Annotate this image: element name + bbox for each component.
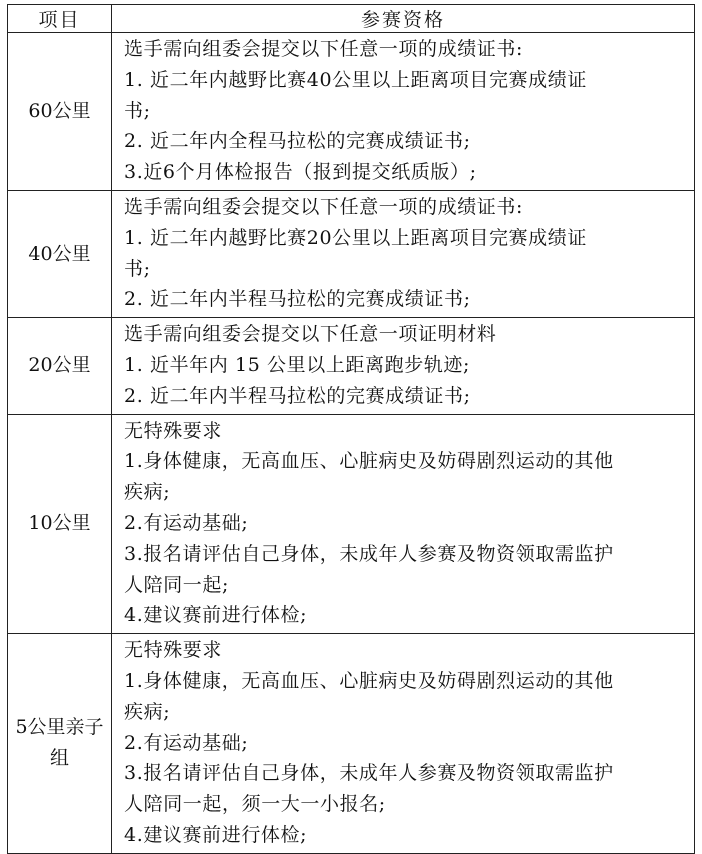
row-qualification bbox=[112, 634, 695, 854]
qualification-line: 1.身体健康，无高血压、心脏病史及妨碍剧烈运动的其他 bbox=[124, 669, 614, 692]
row-item-label: 10公里 bbox=[8, 414, 112, 634]
qualification-line: 4.建议赛前进行体检; bbox=[124, 823, 308, 846]
qualification-line: 无特殊要求 bbox=[124, 419, 223, 442]
row-qualification bbox=[112, 318, 695, 414]
row-item-label: 60公里 bbox=[8, 33, 112, 191]
table-row bbox=[8, 190, 695, 317]
header-row bbox=[8, 5, 695, 33]
qualification-line: 书; bbox=[124, 257, 151, 280]
row-qualification bbox=[112, 33, 695, 191]
table-row bbox=[8, 33, 695, 191]
row-qualification bbox=[112, 414, 695, 634]
qualification-line: 人陪同一起; bbox=[124, 573, 230, 596]
qualification-line: 2.有运动基础; bbox=[124, 511, 249, 534]
table-row bbox=[8, 634, 695, 854]
table-row bbox=[8, 318, 695, 414]
qualification-line: 选手需向组委会提交以下任意一项的成绩证书: bbox=[124, 195, 524, 218]
qualification-line: 2. 近二年内半程马拉松的完赛成绩证书; bbox=[124, 288, 471, 311]
qualification-line: 3.近6个月体检报告（报到提交纸质版）; bbox=[124, 161, 477, 184]
qualification-line: 书; bbox=[124, 99, 151, 122]
header-qualification: 参赛资格 bbox=[112, 5, 695, 33]
table-row bbox=[8, 414, 695, 634]
qualification-line: 选手需向组委会提交以下任意一项的成绩证书: bbox=[124, 38, 524, 60]
qualification-line: 4.建议赛前进行体检; bbox=[124, 604, 308, 627]
qualification-line: 2. 近二年内全程马拉松的完赛成绩证书; bbox=[124, 130, 471, 153]
qualification-line: 1. 近二年内越野比赛20公里以上距离项目完赛成绩证 bbox=[124, 226, 587, 249]
qualification-line: 3.报名请评估自己身体，未成年人参赛及物资领取需监护 bbox=[124, 762, 614, 785]
qualification-table bbox=[7, 4, 695, 854]
qualification-line: 1. 近半年内 15 公里以上距离跑步轨迹; bbox=[124, 353, 471, 376]
qualification-line: 1. 近二年内越野比赛40公里以上距离项目完赛成绩证 bbox=[124, 68, 587, 91]
qualification-line: 无特殊要求 bbox=[124, 639, 223, 662]
row-item-label: 40公里 bbox=[8, 190, 112, 317]
header-item: 项目 bbox=[8, 5, 112, 33]
row-item-label: 5公里亲子组 bbox=[8, 634, 112, 854]
qualification-line: 人陪同一起，须一大一小报名; bbox=[124, 793, 386, 816]
qualification-line: 3.报名请评估自己身体，未成年人参赛及物资领取需监护 bbox=[124, 542, 614, 565]
row-item-label: 20公里 bbox=[8, 318, 112, 414]
qualification-line: 2.有运动基础; bbox=[124, 731, 249, 754]
qualification-line: 疾病; bbox=[124, 700, 171, 723]
qualification-line: 选手需向组委会提交以下任意一项证明材料 bbox=[124, 323, 497, 346]
qualification-line: 1.身体健康，无高血压、心脏病史及妨碍剧烈运动的其他 bbox=[124, 450, 614, 473]
qualification-line: 疾病; bbox=[124, 481, 171, 504]
row-qualification bbox=[112, 190, 695, 317]
qualification-line: 2. 近二年内半程马拉松的完赛成绩证书; bbox=[124, 384, 471, 407]
